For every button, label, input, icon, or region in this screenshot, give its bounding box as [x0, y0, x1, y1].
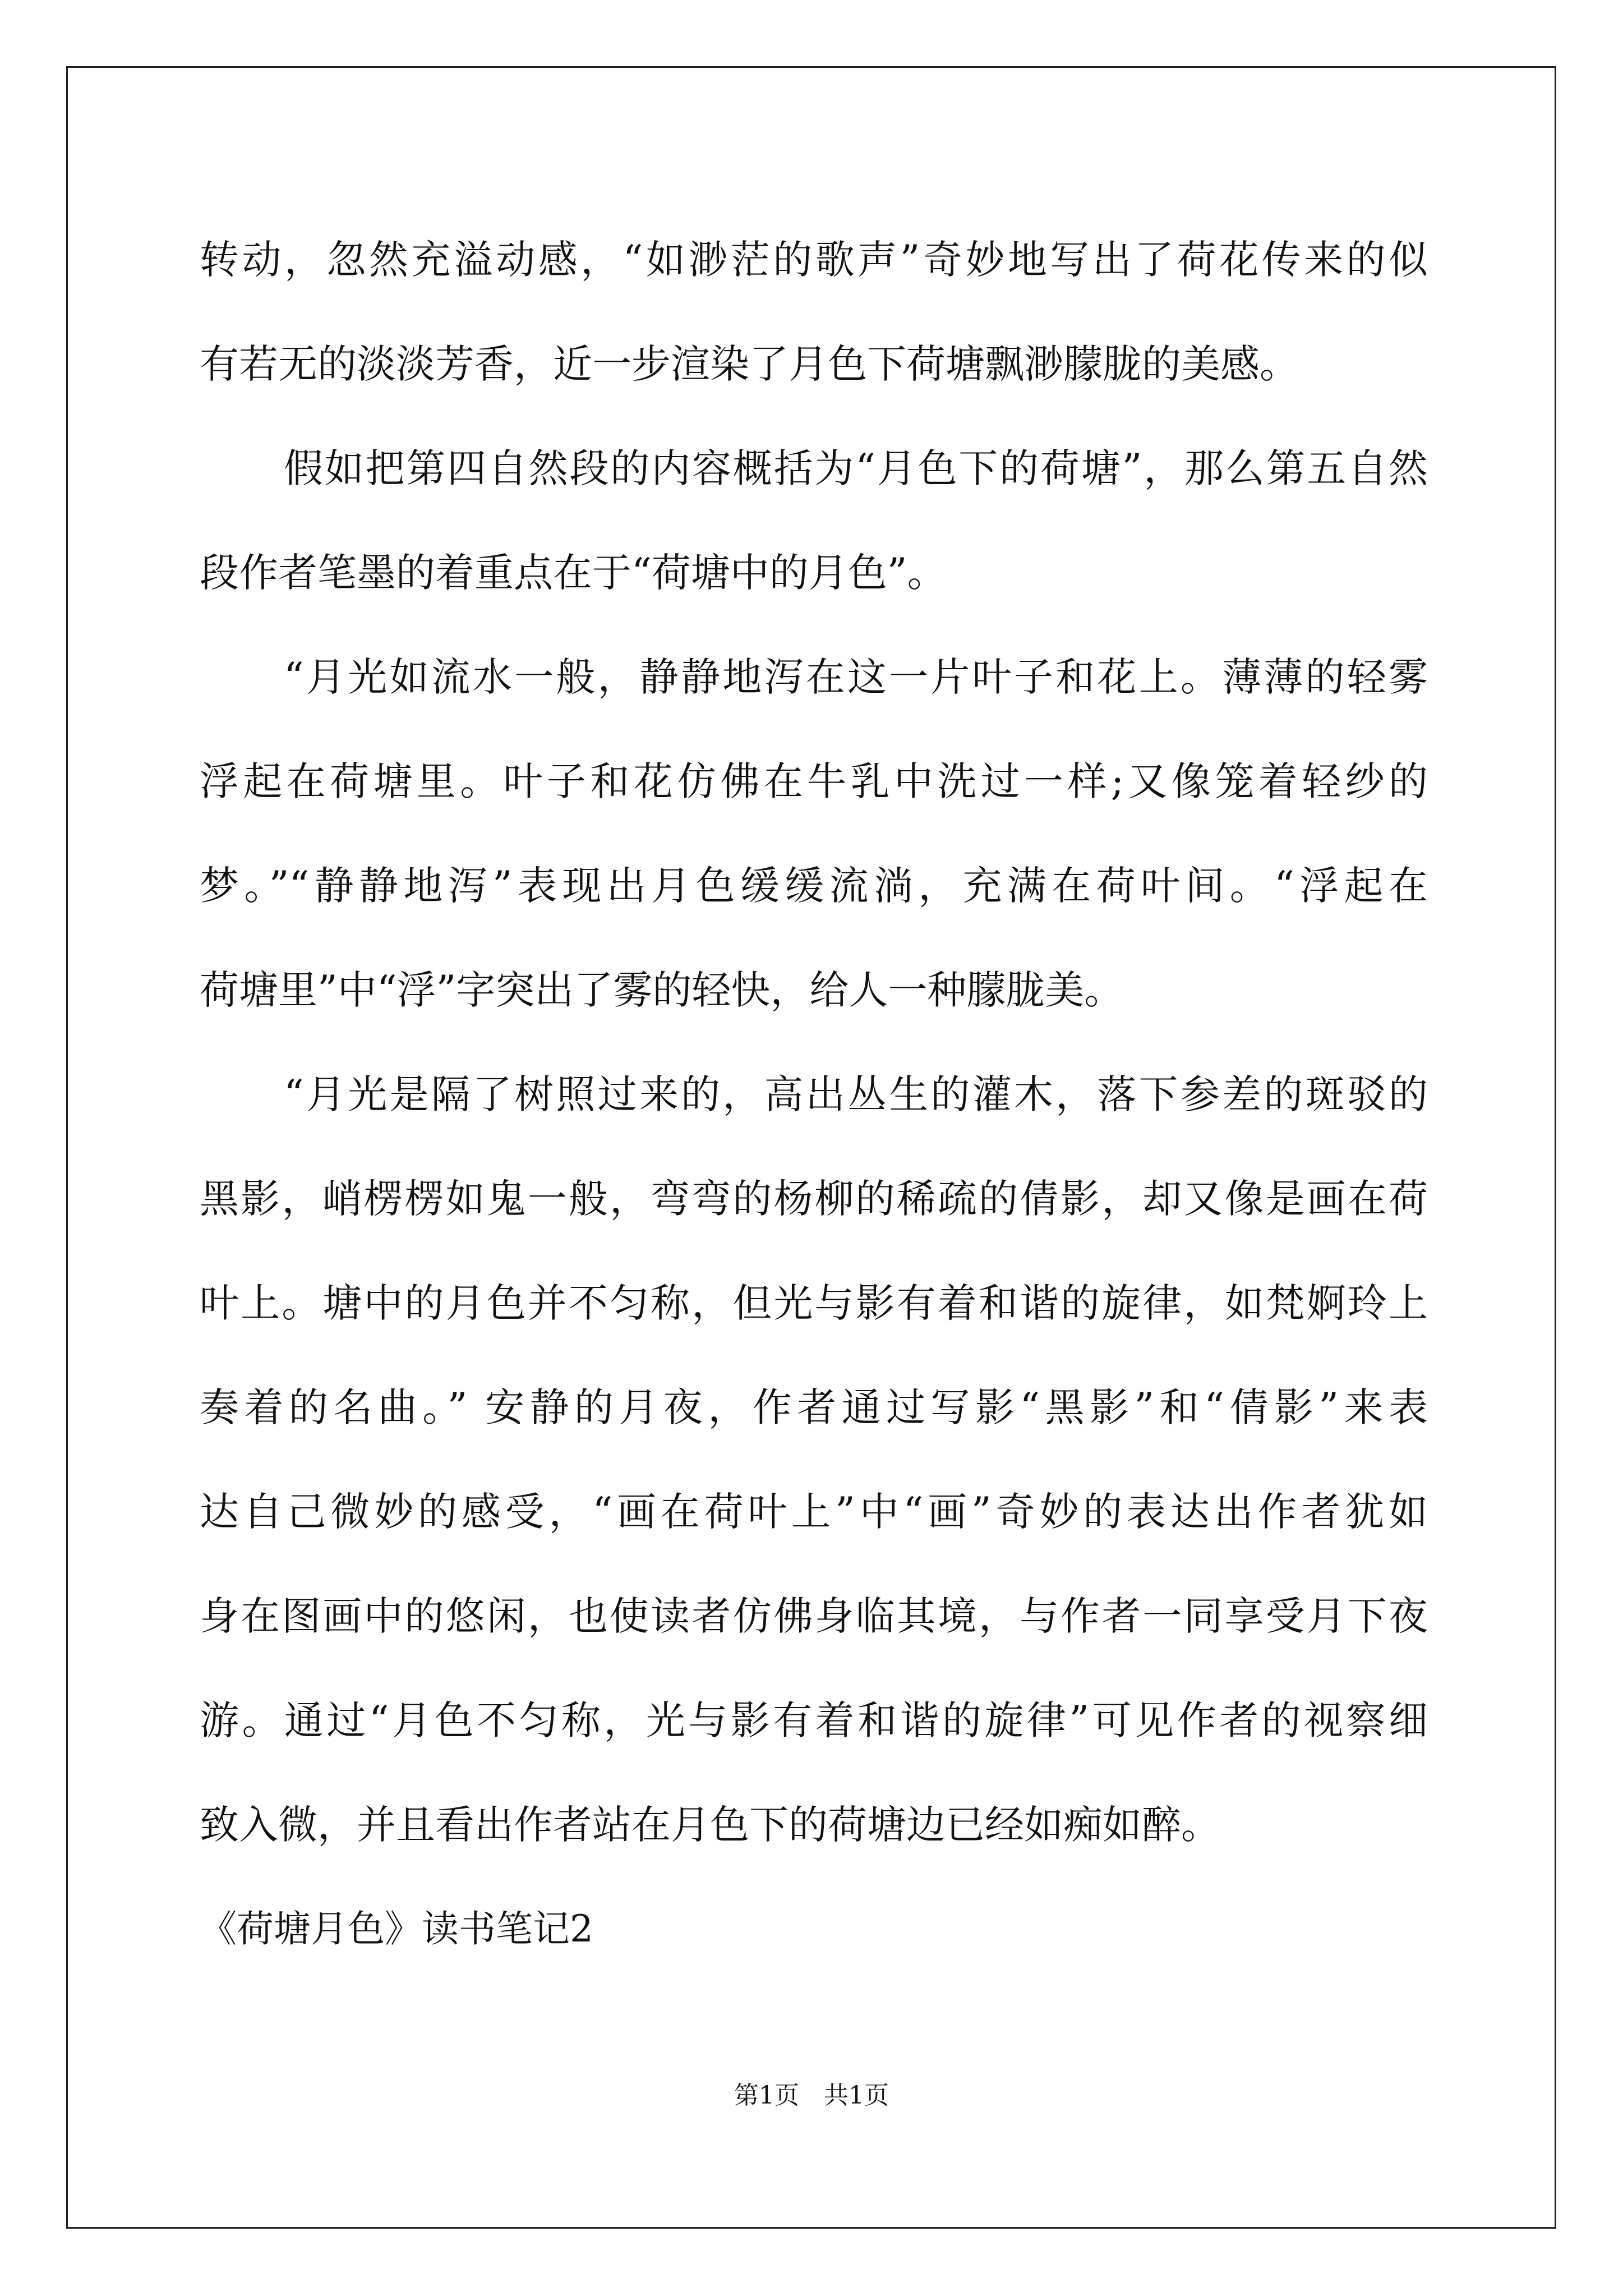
paragraph-1-line-1: 转动，忽然充溢动感，“如渺茫的歌声”奇妙地写出了荷花传来的似: [200, 237, 1428, 283]
paragraph-1-line-2: 有若无的淡淡芳香，近一步渲染了月色下荷塘飘渺朦胧的美感。: [200, 341, 1299, 387]
paragraph-3-line-4: 荷塘里”中“浮”字突出了雾的轻快，给人一种朦胧美。: [200, 967, 1124, 1013]
paragraph-4-line-6: 身在图画中的悠闲，也使读者仿佛身临其境，与作者一同享受月下夜: [200, 1593, 1428, 1639]
paragraph-4-line-2: 黑影，峭楞楞如鬼一般，弯弯的杨柳的稀疏的倩影，却又像是画在荷: [200, 1176, 1428, 1222]
paragraph-4-line-4: 奏着的名曲。” 安静的月夜，作者通过写影“黑影”和“倩影”来表: [200, 1384, 1428, 1430]
document-body: [200, 208, 1428, 1981]
paragraph-4-line-8: 致入微，并且看出作者站在月色下的荷塘边已经如痴如醉。: [200, 1802, 1220, 1848]
paragraph-4-line-3: 叶上。塘中的月色并不匀称，但光与影有着和谐的旋律，如梵婀玲上: [200, 1280, 1428, 1326]
page-number-footer: 第1页 共1页: [734, 2081, 889, 2110]
section-heading: 《荷塘月色》读书笔记2: [200, 1907, 593, 1950]
paragraph-4-line-7: 游。通过“月色不匀称，光与影有着和谐的旋律”可见作者的视察细: [200, 1697, 1428, 1743]
paragraph-4-line-1: “月光是隔了树照过来的，高出丛生的灌木，落下参差的斑驳的: [284, 1071, 1428, 1117]
paragraph-3-line-2: 浮起在荷塘里。叶子和花仿佛在牛乳中洗过一样;又像笼着轻纱的: [200, 758, 1428, 804]
paragraph-3-line-3: 梦。”“静静地泻”表现出月色缓缓流淌，充满在荷叶间。“浮起在: [200, 863, 1428, 909]
paragraph-2-line-2: 段作者笔墨的着重点在于“荷塘中的月色”。: [200, 550, 947, 596]
paragraph-2-line-1: 假如把第四自然段的内容概括为“月色下的荷塘”，那么第五自然: [284, 445, 1428, 491]
paragraph-4-line-5: 达自己微妙的感受，“画在荷叶上”中“画”奇妙的表达出作者犹如: [200, 1489, 1428, 1535]
paragraph-3-line-1: “月光如流水一般，静静地泻在这一片叶子和花上。薄薄的轻雾: [284, 654, 1428, 700]
